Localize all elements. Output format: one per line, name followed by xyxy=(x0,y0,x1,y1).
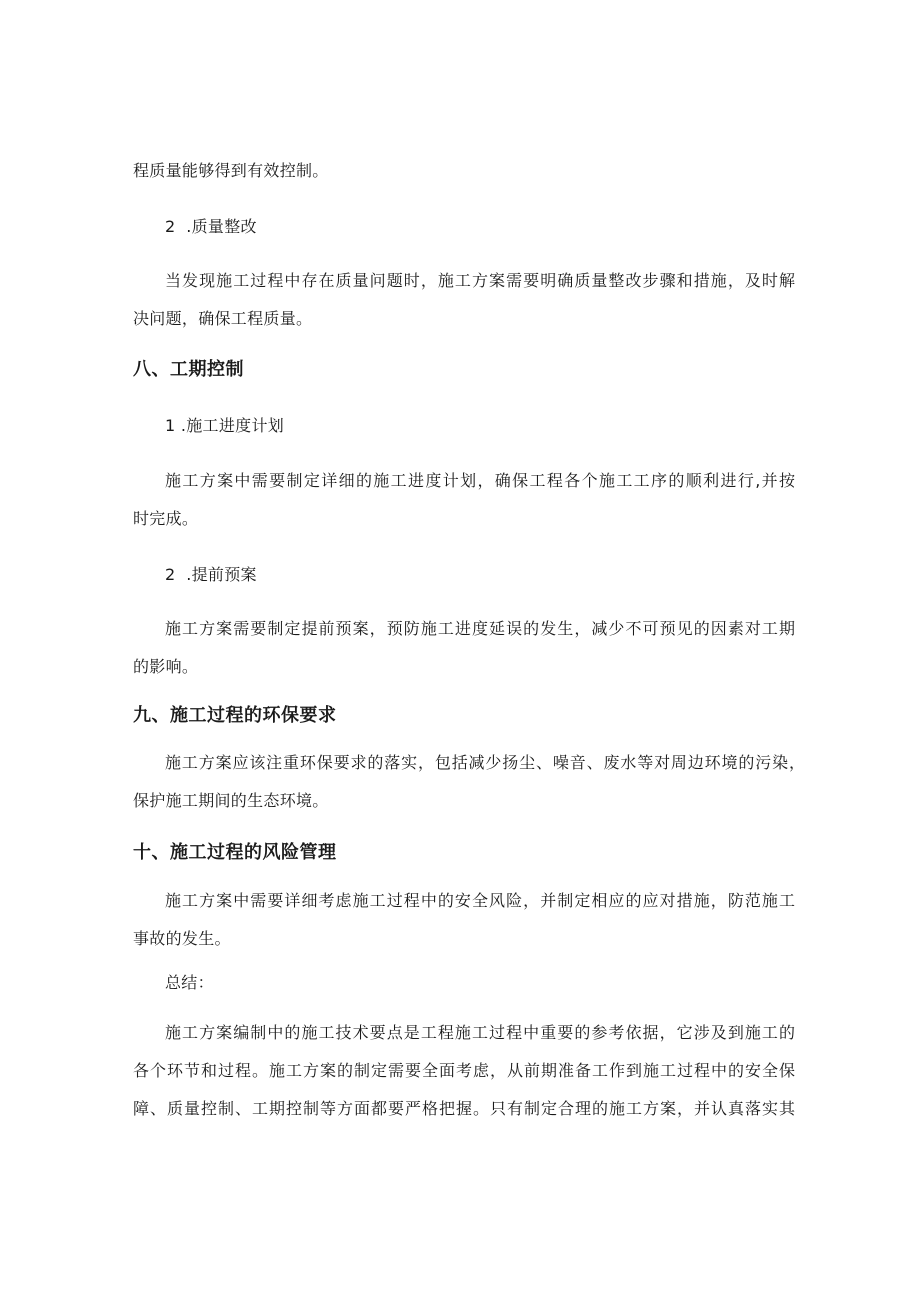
paragraph-line: 障、质量控制、工期控制等方面都要严格把握。只有制定合理的施工方案，并认真落实其 xyxy=(133,1099,795,1118)
paragraph-line: 施工方案应该注重环保要求的落实，包括减少扬尘、噪音、废水等对周边环境的污染， xyxy=(165,753,805,772)
summary-label: 总结： xyxy=(165,973,214,992)
paragraph-line: 决问题，确保工程质量。 xyxy=(133,309,313,328)
subsection-heading-contingency-plan: 2 .提前预案 xyxy=(165,565,257,584)
paragraph-line: 时完成。 xyxy=(133,509,199,528)
subsection-heading-schedule-plan: 1 .施工进度计划 xyxy=(165,416,285,435)
paragraph-line: 施工方案需要制定提前预案，预防施工进度延误的发生，减少不可预见的因素对工期 xyxy=(165,619,795,638)
paragraph-line: 程质量能够得到有效控制。 xyxy=(133,161,329,180)
section-heading-schedule-control: 八、工期控制 xyxy=(133,359,244,380)
section-heading-risk-management: 十、施工过程的风险管理 xyxy=(133,842,337,863)
paragraph-line: 施工方案编制中的施工技术要点是工程施工过程中重要的参考依据，它涉及到施工的 xyxy=(165,1023,795,1042)
subsection-heading-quality-rectification: 2 .质量整改 xyxy=(165,217,257,236)
section-heading-environmental: 九、施工过程的环保要求 xyxy=(133,705,337,726)
paragraph-line: 保护施工期间的生态环境。 xyxy=(133,791,329,810)
paragraph-line: 各个环节和过程。施工方案的制定需要全面考虑，从前期准备工作到施工过程中的安全保 xyxy=(133,1061,795,1080)
paragraph-line: 的影响。 xyxy=(133,657,199,676)
paragraph-line: 当发现施工过程中存在质量问题时，施工方案需要明确质量整改步骤和措施，及时解 xyxy=(165,271,795,290)
paragraph-line: 施工方案中需要详细考虑施工过程中的安全风险，并制定相应的应对措施，防范施工 xyxy=(165,891,795,910)
paragraph-line: 施工方案中需要制定详细的施工进度计划，确保工程各个施工工序的顺利进行,并按 xyxy=(165,471,795,490)
paragraph-line: 事故的发生。 xyxy=(133,929,231,948)
